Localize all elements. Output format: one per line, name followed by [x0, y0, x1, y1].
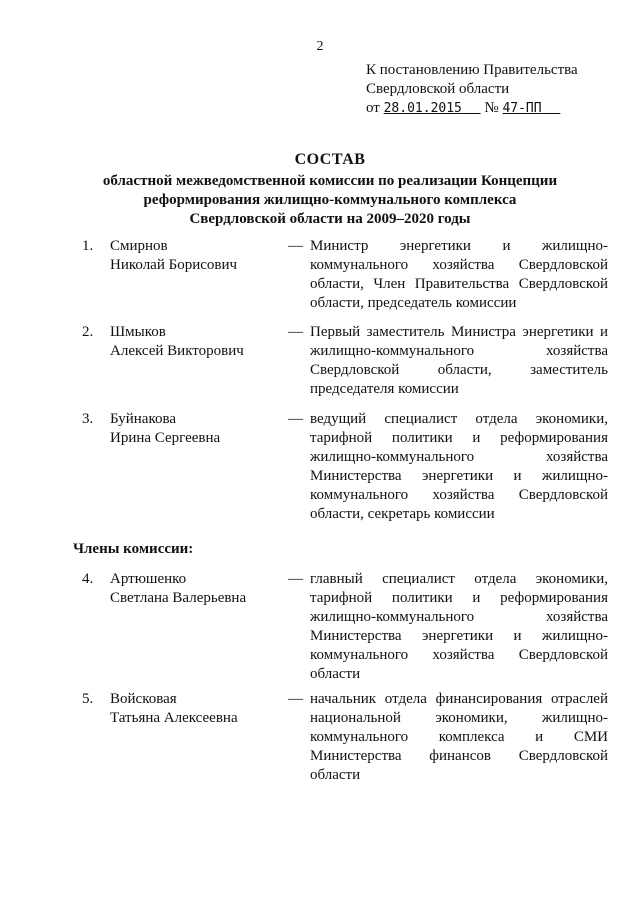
item-number: 5.	[82, 691, 94, 707]
item-number: 2.	[82, 324, 94, 340]
person-surname: Смирнов	[110, 238, 168, 254]
dash-separator: —	[288, 691, 303, 707]
person-given-name: Алексей Викторович	[110, 343, 244, 359]
person-role: главный специалист отдела экономики, тарифной политики и реформирования жилищно-коммунального хозяйства Министерства энергетики и жилищно-коммунального хозяйства Свердловской области	[310, 571, 608, 682]
person-role: ведущий специалист отдела экономики, тарифной политики и реформирования жилищно-коммунального хозяйства Министерства энергетики и жилищно-коммунального хозяйства Свердловской области, секретарь комиссии	[310, 411, 608, 522]
person-name	[110, 237, 285, 275]
appendix-number-sign: №	[484, 100, 499, 116]
appendix-date: 28.01.2015	[383, 101, 462, 116]
document-title	[60, 150, 600, 229]
person-surname: Артюшенко	[110, 571, 187, 587]
person-surname: Буйнакова	[110, 411, 177, 427]
appendix-line-2: Свердловской области	[366, 81, 510, 97]
person-surname: Войсковая	[110, 691, 177, 707]
person-given-name: Светлана Валерьевна	[110, 590, 247, 606]
dash-separator: —	[288, 324, 303, 340]
person-name	[110, 323, 285, 361]
title-line-1: областной межведомственной комиссии по реализации Концепции	[102, 173, 558, 189]
members-heading: Члены комиссии:	[73, 541, 194, 557]
item-number: 3.	[82, 411, 94, 427]
person-given-name: Николай Борисович	[110, 257, 238, 273]
person-given-name: Татьяна Алексеевна	[110, 710, 238, 726]
person-name	[110, 410, 285, 448]
person-role: начальник отдела финансирования отраслей национальной экономики, жилищно-коммунального комплекса и СМИ Министерства финансов Свердловской области	[310, 691, 608, 783]
appendix-line-3	[366, 99, 626, 118]
page-number: 2	[316, 39, 324, 54]
person-surname: Шмыков	[110, 324, 166, 340]
person-role: Министр энергетики и жилищно-коммунального хозяйства Свердловской области, Член Правительства Свердловской области, председатель комиссии	[310, 238, 608, 311]
person-name	[110, 570, 285, 608]
appendix-from: от	[366, 100, 380, 116]
title-line-2: реформирования жилищно-коммунального комплекса	[143, 192, 517, 208]
person-role: Первый заместитель Министра энергетики и жилищно-коммунального хозяйства Свердловской области, заместитель председателя комиссии	[310, 324, 608, 397]
dash-separator: —	[288, 411, 303, 427]
person-given-name: Ирина Сергеевна	[110, 430, 221, 446]
title-main: СОСТАВ	[294, 151, 366, 168]
appendix-header	[366, 61, 626, 118]
appendix-line-1: К постановлению Правительства	[366, 62, 578, 78]
dash-separator: —	[288, 238, 303, 254]
title-line-3: Свердловской области на 2009–2020 годы	[189, 211, 471, 227]
person-name	[110, 690, 285, 728]
item-number: 4.	[82, 571, 94, 587]
dash-separator: —	[288, 571, 303, 587]
item-number: 1.	[82, 238, 94, 254]
appendix-number: 47-ПП	[502, 101, 542, 116]
